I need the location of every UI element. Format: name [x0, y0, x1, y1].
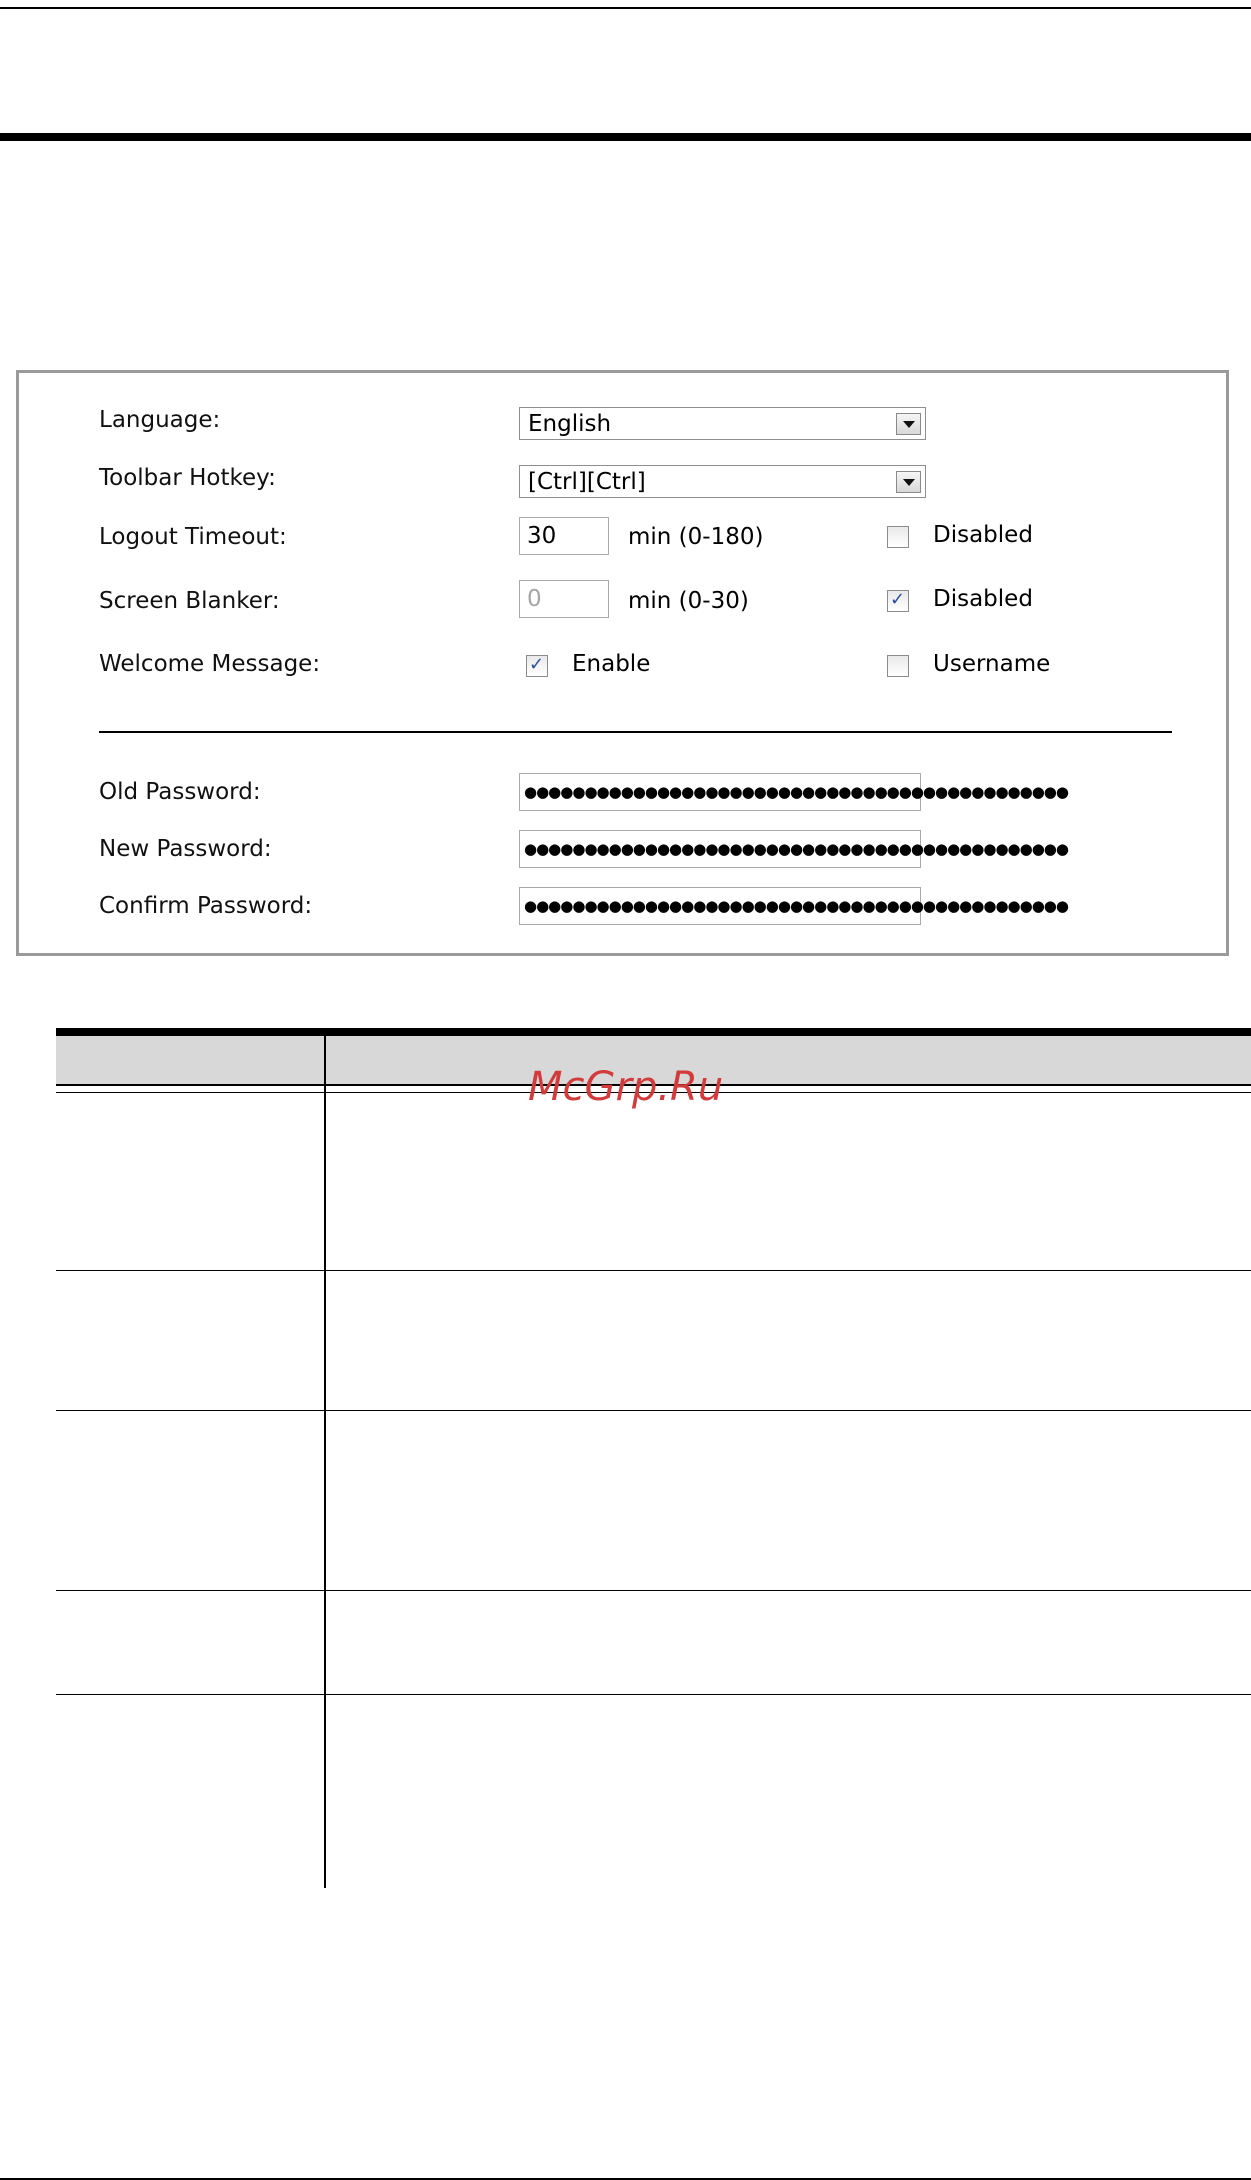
old-password-input[interactable]: ●●●●●●●●●●●●●●●●●●●●●●●●●●●●●●●●●●●●●●●●●●●●● [519, 773, 921, 811]
welcome-username-label: Username [933, 651, 1051, 677]
preferences-panel [16, 370, 1229, 956]
logout-timeout-input[interactable]: 30 [519, 517, 609, 555]
toolbar-hotkey-dropdown-button[interactable] [896, 471, 921, 493]
screen-blanker-label: Screen Blanker: [99, 588, 280, 614]
welcome-enable-label: Enable [572, 651, 651, 677]
toolbar-hotkey-label: Toolbar Hotkey: [99, 465, 276, 491]
top-rule [0, 7, 1251, 9]
welcome-enable-checkbox[interactable] [526, 655, 548, 677]
table-row-divider [56, 1270, 1251, 1271]
old-password-label: Old Password: [99, 779, 261, 805]
table-row-divider [56, 1694, 1251, 1695]
table-row-divider [56, 1410, 1251, 1411]
logout-timeout-range: min (0-180) [628, 524, 764, 550]
chevron-down-icon [903, 479, 915, 486]
watermark: McGrp.Ru [528, 1064, 724, 1110]
check-icon: ✓ [529, 654, 545, 675]
new-password-label: New Password: [99, 836, 272, 862]
language-select[interactable] [519, 407, 926, 440]
table-top-rule [56, 1028, 1251, 1036]
blanker-disabled-label: Disabled [933, 586, 1033, 612]
new-password-input[interactable]: ●●●●●●●●●●●●●●●●●●●●●●●●●●●●●●●●●●●●●●●●●●●●● [519, 830, 921, 868]
table-row-divider [56, 1590, 1251, 1591]
header-rule [0, 133, 1251, 141]
logout-disabled-checkbox[interactable] [887, 526, 909, 548]
logout-timeout-label: Logout Timeout: [99, 524, 287, 550]
language-label: Language: [99, 407, 221, 433]
check-icon: ✓ [890, 589, 906, 610]
screen-blanker-input[interactable]: 0 [519, 580, 609, 618]
language-dropdown-button[interactable] [896, 413, 921, 435]
confirm-password-label: Confirm Password: [99, 893, 313, 919]
toolbar-hotkey-select[interactable] [519, 465, 926, 498]
table-column-divider [324, 1036, 326, 1888]
language-value: English [528, 411, 612, 437]
screen-blanker-range: min (0-30) [628, 588, 749, 614]
confirm-password-input[interactable]: ●●●●●●●●●●●●●●●●●●●●●●●●●●●●●●●●●●●●●●●●●●●●● [519, 887, 921, 925]
blanker-disabled-checkbox[interactable] [887, 590, 909, 612]
welcome-username-checkbox[interactable] [887, 655, 909, 677]
panel-divider [99, 731, 1172, 733]
toolbar-hotkey-value: [Ctrl][Ctrl] [528, 469, 646, 495]
welcome-message-label: Welcome Message: [99, 651, 321, 677]
chevron-down-icon [903, 421, 915, 428]
logout-disabled-label: Disabled [933, 522, 1033, 548]
